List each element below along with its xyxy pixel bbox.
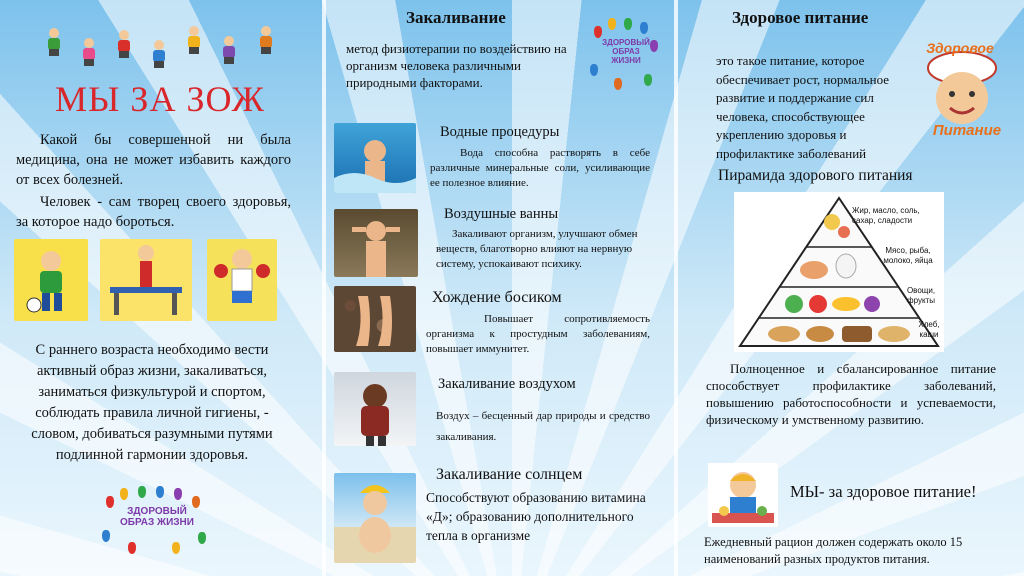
photo-sun bbox=[334, 473, 416, 563]
item-title-air-hardening: Закаливание воздухом bbox=[438, 376, 576, 392]
pyramid-level-fats: Жир, масло, соль, сахар, сладости bbox=[852, 206, 920, 225]
food-pyramid bbox=[734, 192, 944, 352]
intro-text: Какой бы совершенной ни была медицина, она не может избавить каждого от всех болезней. bbox=[16, 132, 291, 188]
section-title-nutrition: Здоровое питание bbox=[732, 8, 869, 27]
balanced-nutrition-text: Полноценное и сбалансированное питание способствует профилактике заболеваний, повышению работоспособности и успеваемости, физическому и умственному развитию. bbox=[706, 361, 996, 427]
pyramid-level-vegetables: Овощи, фрукты bbox=[906, 286, 936, 305]
pyramid-level-protein: Мясо, рыба, молоко, яйца bbox=[883, 246, 933, 265]
item-title-air-bath: Воздушные ванны bbox=[444, 206, 559, 222]
item-text-air-bath: Закаливают организм, улучшают обмен веществ, благотворно влияют на нервную систему, успокаивают психику. bbox=[436, 228, 638, 270]
zozh-logo-small bbox=[588, 18, 664, 92]
photo-air-hardening bbox=[334, 372, 416, 446]
item-title-water: Водные процедуры bbox=[440, 124, 560, 140]
item-text-sun: Способствуют образованию витамина «Д»; образованию дополнительного тепла в организме bbox=[426, 490, 646, 543]
section-title-hardening: Закаливание bbox=[406, 8, 506, 27]
healthy-food-logo bbox=[910, 34, 1010, 144]
photo-air-bath bbox=[334, 209, 418, 277]
intro-text-2: Человек - сам творец своего здоровья, за которое надо бороться. bbox=[16, 194, 291, 230]
item-text-barefoot: Повышает сопротивляемость организма к простудным заболеваниям, повышает иммунитет. bbox=[426, 313, 650, 355]
slogan: МЫ- за здоровое питание! bbox=[790, 482, 977, 501]
healthy-food-logo-line1: Здоровое bbox=[926, 40, 994, 56]
left-panel bbox=[0, 0, 322, 576]
boy-eating-cartoon bbox=[708, 463, 778, 527]
zozh-logo-text: ЗДОРОВЫЙ ОБРАЗ ЖИЗНИ bbox=[120, 506, 194, 528]
nutrition-definition: это такое питание, которое обеспечивает рост, нормальное развитие и поддержание сил человека, способствующее укреплению здоровья и профилактике заболеваний bbox=[716, 53, 890, 161]
healthy-food-logo-line2: Питание bbox=[932, 122, 1002, 139]
daily-diet-text: Ежедневный рацион должен содержать около 15 наименований разных продуктов питания. bbox=[704, 535, 963, 566]
zozh-logo-small-text: ЗДОРОВЫЙ ОБРАЗ ЖИЗНИ bbox=[602, 38, 650, 65]
item-text-air-hardening: Воздух – бесценный дар природы и средство закаливания. bbox=[436, 410, 650, 443]
kids-clipart bbox=[45, 18, 295, 63]
item-title-sun: Закаливание солнцем bbox=[436, 466, 583, 483]
sport-cartoon-boxer bbox=[207, 239, 277, 321]
page-title: МЫ ЗА ЗОЖ bbox=[55, 79, 265, 119]
item-text-water: Вода способна растворять в себе различные минеральные соли, усиливающие ее полезное влияние. bbox=[430, 147, 650, 189]
sport-cartoon-gymnast bbox=[100, 239, 192, 321]
sport-cartoon-football bbox=[14, 239, 88, 321]
zozh-logo bbox=[98, 486, 216, 558]
item-title-barefoot: Хождение босиком bbox=[432, 289, 562, 306]
middle-panel bbox=[326, 0, 674, 576]
pyramid-level-grains: Хлеб, каши bbox=[918, 320, 940, 339]
body-text: С раннего возраста необходимо вести активный образ жизни, закаливаться, заниматься физкультурой и спортом, соблюдать правила личной гигиены, - словом, добиваться разумными путями подлинной гармонии здоровья. bbox=[31, 342, 273, 463]
photo-barefoot bbox=[334, 286, 416, 352]
photo-water bbox=[334, 123, 416, 193]
pyramid-title: Пирамида здорового питания bbox=[718, 167, 913, 184]
hardening-definition: метод физиотерапии по воздействию на организм человека различными природными факторами. bbox=[346, 41, 567, 90]
right-panel bbox=[678, 0, 1024, 576]
